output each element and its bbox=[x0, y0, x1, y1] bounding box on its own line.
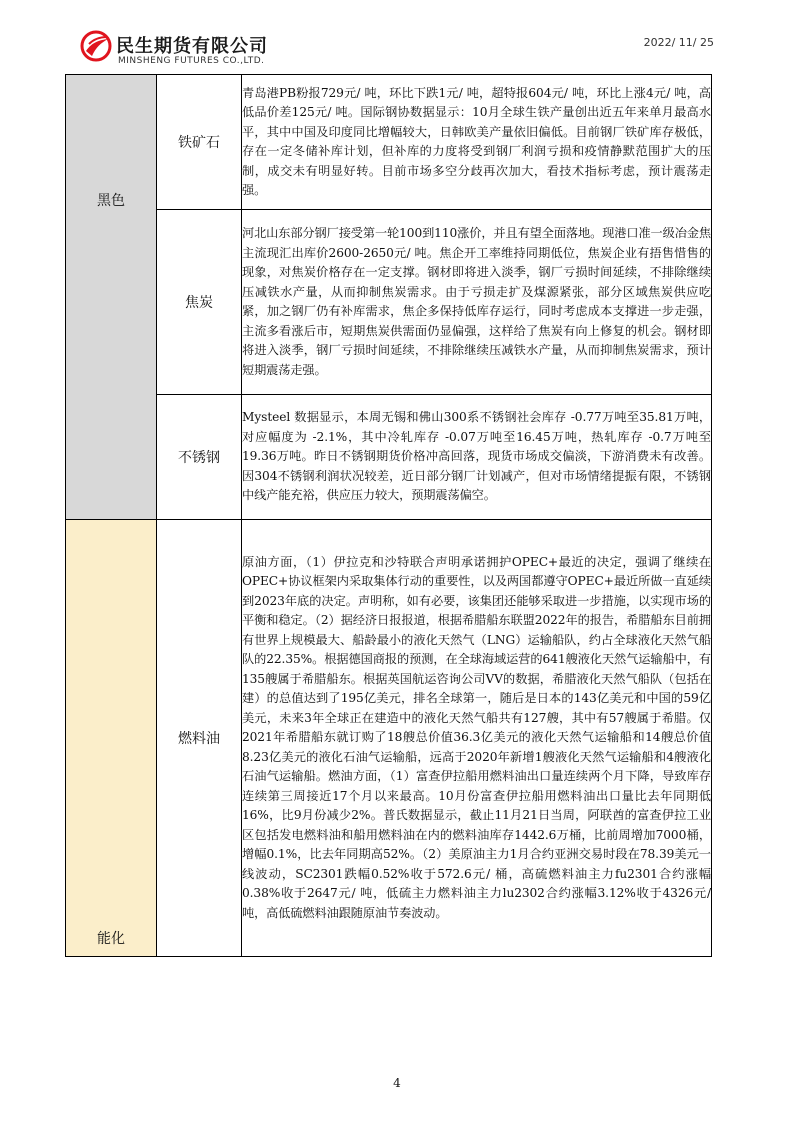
item-commentary-fuel-oil: 原油方面，（1）伊拉克和沙特联合声明承诺拥护OPEC+最近的决定，强调了继续在OPEC+协议框架内采取集体行动的重要性，以及两国都遵守OPEC+最近所做一直延续到2023年底的决定。声明称，如有必要，该集团还能够采取进一步措施，以实现市场的平衡和稳定。（2）据经济日报报道，根据希腊船东联盟2022年的报告，希腊船东目前拥有世界上规模最大、船龄最小的液化天然气（LNG）运输船队，约占全球液化天然气船队的22.35%。根据德国商报的预测，在全球海域运营的641艘液化天然气运输船中，有135艘属于希腊船东。根据英国航运咨询公司VV的数据，希腊液化天然气船队（包括在建）的总值达到了195亿美元，排名全球第一，随后是日本的143亿美元和中国的59亿美元，未来3年全球正在建造中的液化天然气船共有127艘，其中有57艘属于希腊。仅2021年希腊船东就订购了18艘总价值36.3亿美元的液化天然气运输船和14艘总价值8.23亿美元的液化石油气运输船，远高于2020年新增1艘液化天然气运输船和4艘液化石油气运输船。燃油方面，（1）富查伊拉船用燃料油出口量连续两个月下降，导致库存连续第三周接近17个月以来最高。10月份富查伊拉船用燃料油出口量比去年同期低16%，比9月份减少2%。普氏数据显示，截止11月21日当周，阿联酋的富查伊拉工业区包括发电燃料油和船用燃料油在内的燃料油库存1442.6万桶，比前周增加7000桶，增幅0.1%，比去年同期高52%。（2）美原油主力1月合约亚洲交易时段在78.39美元一线波动，SC2301跌幅0.52%收于572.6元/ 桶，高硫燃料油主力fu2301合约涨幅0.38%收于2647元/ 吨，低硫主力燃料油主力lu2302合约涨幅3.12%收于4326元/ 吨，高低硫燃料油跟随原油节奏波动。 bbox=[242, 520, 712, 957]
item-cell-fuel-oil: 燃料油 bbox=[157, 520, 242, 957]
item-cell-coke: 焦炭 bbox=[157, 210, 242, 395]
commodity-commentary-table bbox=[65, 74, 712, 957]
sector-label: 黑色 bbox=[97, 193, 125, 209]
table-row bbox=[66, 520, 712, 957]
sector-cell-black bbox=[66, 75, 157, 520]
item-cell-stainless-steel: 不锈钢 bbox=[157, 395, 242, 520]
report-date: 2022/ 11/ 25 bbox=[643, 36, 714, 49]
table-row bbox=[66, 395, 712, 520]
page-number: 4 bbox=[393, 1076, 401, 1090]
table-row bbox=[66, 75, 712, 210]
minsheng-logo-icon bbox=[80, 30, 112, 62]
item-cell-iron-ore: 铁矿石 bbox=[157, 75, 242, 210]
item-commentary-stainless-steel: Mysteel 数据显示，本周无锡和佛山300系不锈钢社会库存 -0.77万吨至35.81万吨，对应幅度为 -2.1%，其中冷轧库存 -0.07万吨至16.45万吨，热轧库存 -0.7万吨至19.36万吨。昨日不锈钢期货价格冲高回落，现货市场成交偏淡，下游消费未有改善。因304不锈钢利润状况较差，近日部分钢厂计划减产，但对市场情绪提振有限，不锈钢中线产能充裕，供应压力较大，预期震荡偏空。 bbox=[242, 395, 712, 520]
item-commentary-coke: 河北山东部分钢厂接受第一轮100到110涨价，并且有望全面落地。现港口准一级冶金焦主流现汇出库价2600-2650元/ 吨。焦企开工率维持同期低位，焦炭企业有捂售惜售的现象，对焦炭价格存在一定支撑。钢材即将进入淡季，钢厂亏损时间延续，不排除继续压减铁水产量，从而抑制焦炭需求。由于亏损走扩及煤源紧张，部分区域焦炭供应吃紧，加之钢厂仍有补库需求，焦企多保持低库存运行，同时考虑成本支撑进一步走强，主流多看涨后市，短期焦炭供需面仍显偏强，这样给了焦炭有向上修复的机会。钢材即将进入淡季，钢厂亏损时间延续，不排除继续压减铁水产量，从而抑制焦炭需求，预计短期震荡走强。 bbox=[242, 210, 712, 395]
sector-cell-energy-chemical bbox=[66, 520, 157, 957]
page-header bbox=[80, 30, 720, 70]
table-row bbox=[66, 210, 712, 395]
sector-label: 能化 bbox=[97, 931, 125, 947]
company-name-en: MINSHENG FUTURES CO.,LTD. bbox=[118, 56, 265, 66]
company-name-cn: 民生期货有限公司 bbox=[116, 36, 268, 57]
item-commentary-iron-ore: 青岛港PB粉报729元/ 吨，环比下跌1元/ 吨，超特报604元/ 吨，环比上涨4元/ 吨，高低品价差125元/ 吨。国际钢协数据显示：10月全球生铁产量创出近五年来单月最高水平，其中中国及印度同比增幅较大，日韩欧美产量依旧偏低。目前钢厂铁矿库存极低，存在一定冬储补库计划，但补库的力度将受到钢厂利润亏损和疫情静默范围扩大的压制，成交未有明显好转。目前市场多空分歧再次加大，看技术指标考虑，预计震荡走强。 bbox=[242, 75, 712, 210]
